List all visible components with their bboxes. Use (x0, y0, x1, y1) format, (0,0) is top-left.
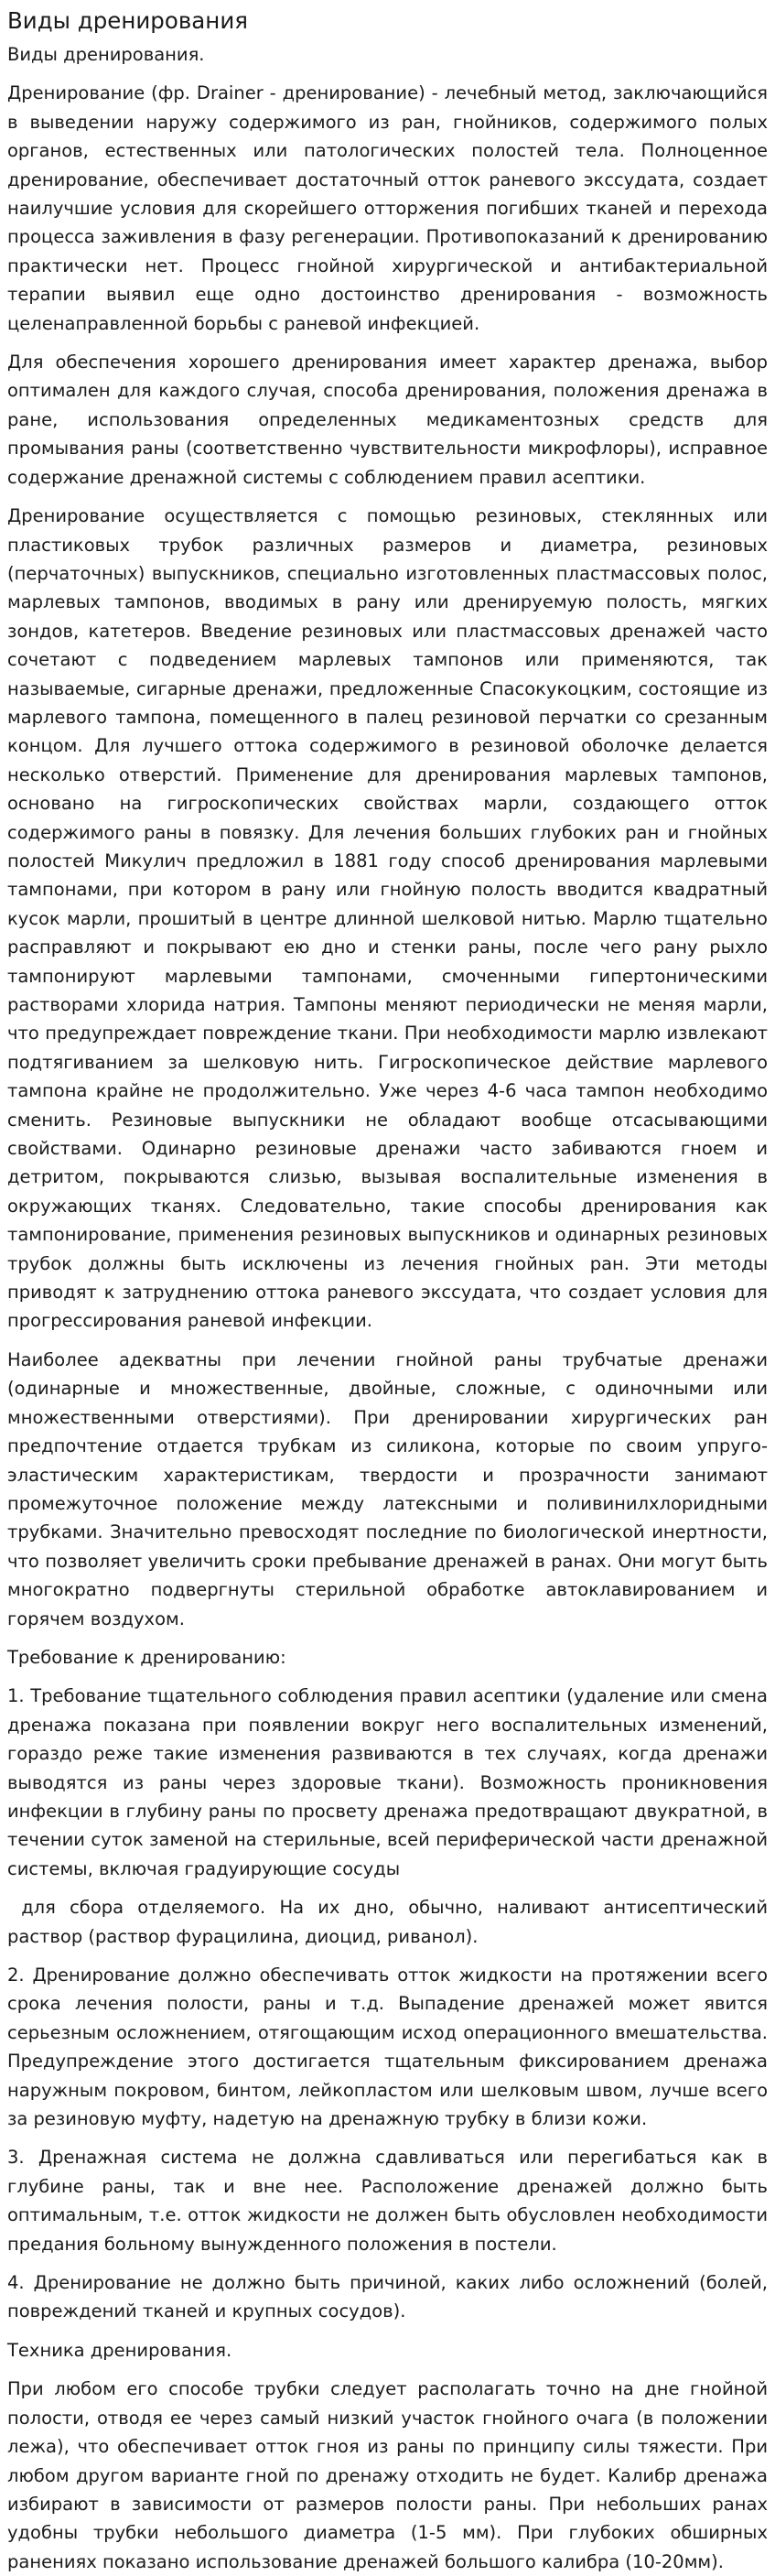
paragraph-requirements-heading: Требование к дренированию: (7, 1646, 286, 1668)
paragraph-requirement-3: 3. Дренажная система не должна сдавливаться или перегибаться как в глубине раны, так и вне нее. Расположение дренажей должно быть оптимальным, т.е. отток жидкости не должен быть обусловлен необходимости предания больному вынужденного положения в постели. (7, 2147, 768, 2255)
paragraph-requirement-1: 1. Требование тщательного соблюдения правил асептики (удаление или смена дренажа показана при появлении вокруг него воспалительных изменений, гораздо реже такие изменения развиваются в тех случаях, когда дренажи выводятся из раны через здоровые ткани). Возможность проникновения инфекции в глубину раны по просвету дренажа предотвращают двукратной, в течении суток заменой на стерильные, всей периферической части дренажной системы, включая градуирующие сосуды (7, 1685, 768, 1879)
paragraph-requirement-4: 4. Дренирование не должно быть причиной, каких либо осложнений (болей, повреждений тканей и крупных сосудов). (7, 2272, 768, 2322)
paragraph-requirement-2: 2. Дренирование должно обеспечивать отток жидкости на протяжении всего срока лечения полости, раны и т.д. Выпадение дренажей может явится серьезным осложнением, отягощающим исход операционного вмешательства. Предупреждение этого достигается тщательным фиксированием дренажа наружным покровом, бинтом, лейкопластом или шелковым швом, лучше всего за резиновую муфту, надетую на дренажную трубку в близи кожи. (7, 1964, 768, 2130)
paragraph-methods: Дренирование осуществляется с помощью резиновых, стеклянных или пластиковых трубок различных размеров и диаметра, резиновых (перчаточных) выпускников, специально изготовленных пластмассовых полос, марлевых тампонов, вводимых в рану или дренируемую полость, мягких зондов, катетеров. Введение резиновых или пластмассовых дренажей часто сочетают с подведением марлевых тампонов или применяются, так называемые, сигарные дренажи, предложенные Спасокукоцким, состоящие из марлевого тампона, помещенного в палец резиновой перчатки со срезанным концом. Для лучшего оттока содержимого в резиновой оболочке делается несколько отверстий. Применение для дренирования марлевых тампонов, основано на гигроскопических свойствах марли, создающего отток содержимого раны в повязку. Для лечения больших глубоких ран и гнойных полостей Микулич предложил в 1881 году способ дренирования марлевыми тампонами, при котором в рану или гнойную полость вводится квадратный кусок марли, прошитый в центре длинной шелковой нитью. Марлю тщательно расправляют и покрывают ею дно и стенки раны, после чего рану рыхло тампонируют марлевыми тампонами, смоченными гипертоническими растворами хлорида натрия. Тампоны меняют периодически не меняя марли, что предупреждает повреждение ткани. При необходимости марлю извлекают подтягиванием за шелковую нить. Гигроскопическое действие марлевого тампона крайне не продолжительно. Уже через 4-6 часа тампон необходимо сменить. Резиновые выпускники не обладают вообще отсасывающими свойствами. Одинарно резиновые дренажи часто забиваются гноем и детритом, покрываются слизью, вызывая воспалительные изменения в окружающих тканях. Следовательно, такие способы дренирования как тампонирование, применения резиновых выпускников и одинарных резиновых трубок должны быть исключены из лечения гнойных ран. Эти методы приводят к затруднению оттока раневого экссудата, что создает условия для прогрессирования раневой инфекции. (7, 505, 768, 1332)
paragraph-technique-heading: Техника дренирования. (7, 2339, 232, 2361)
paragraph-definition: Дренирование (фр. Drainer - дренирование) - лечебный метод, заключающийся в выведении наружу содержимого из ран, гнойников, содержимого полых органов, естественных или патологических полостей тела. Полноценное дренирование, обеспечивает достаточный отток раневого экссудата, создает наилучшие условия для скорейшего отторжения погибших тканей и перехода процесса заживления в фазу регенерации. Противопоказаний к дренированию практически нет. Процесс гнойной хирургической и антибактериальной терапии выявил еще одно достоинство дренирования - возможность целенаправленной борьбы с раневой инфекцией. (7, 82, 768, 334)
paragraph-technique: При любом его способе трубки следует располагать точно на дне гнойной полости, отводя ее через самый низкий участок гнойного очага (в положении лежа), что обеспечивает отток гноя из раны по принципу силы тяжести. При любом другом варианте гной по дренажу отходить не будет. Калибр дренажа избирают в зависимости от размеров полости раны. При небольших ранах удобны трубки небольшого диаметра (1-5 мм). При глубоких обширных ранениях показано использование дренажей большого калибра (10-20мм). (7, 2378, 768, 2572)
paragraph-conditions: Для обеспечения хорошего дренирования имеет характер дренажа, выбор оптимален для каждого случая, способа дренирования, положения дренажа в ране, использования определенных медикаментозных средств для промывания раны (соответственно чувствительности микрофлоры), исправное содержание дренажной системы с соблюдением правил асептики. (7, 352, 768, 488)
paragraph-requirement-1-continued: для сбора отделяемого. На их дно, обычно, наливают антисептический раствор (раствор фурацилина, диоцид, риванол). (7, 1897, 774, 1947)
page-title: Виды дренирования (7, 7, 248, 34)
paragraph-tubular-drains: Наиболее адекватны при лечении гнойной раны трубчатые дренажи (одинарные и множественные, двойные, сложные, с одиночными или множественными отверстиями). При дренировании хирургических ран предпочтение отдается трубкам из силикона, которые по своим упруго-эластическим характеристикам, твердости и прозрачности занимают промежуточное положение между латексными и поливинилхлоридными трубками. Значительно превосходят последние по биологической инертности, что позволяет увеличить сроки пребывание дренажей в ранах. Они могут быть многократно подвергнуты стерильной обработке автоклавированием и горячем воздухом. (7, 1348, 768, 1629)
paragraph-subtitle: Виды дренирования. (7, 44, 205, 65)
